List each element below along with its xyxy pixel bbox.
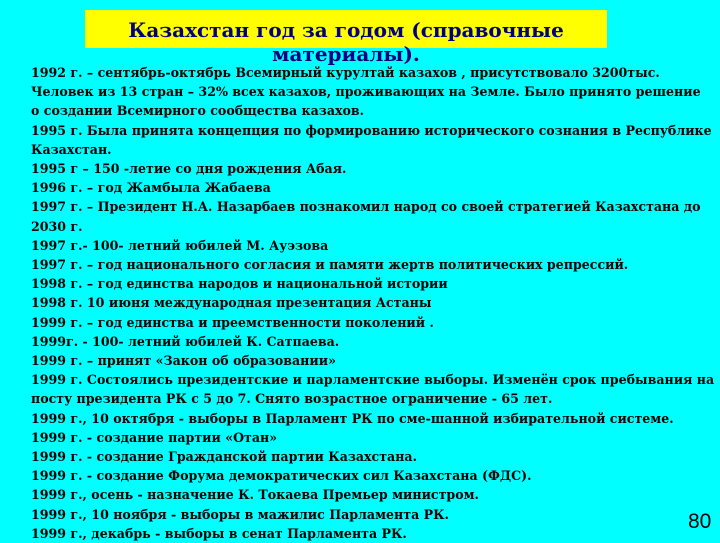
body-line: 2030 г. <box>31 218 83 234</box>
title-box <box>85 10 607 66</box>
body-line: 1999 г. - создание партии «Отан» <box>31 429 278 445</box>
body-line: 1997 г.- 100- летний юбилей М. Ауэзова <box>31 237 329 253</box>
body-line: 1999 г., 10 октября - выборы в Парламент РК по сме-шанной избирательной системе. <box>31 410 674 426</box>
body-line: о создании Всемирного сообщества казахов. <box>31 103 365 119</box>
body-line: 1999 г., 10 ноября - выборы в мажилис Парламента РК. <box>31 506 449 522</box>
body-line: 1999 г. - создание Гражданской партии Казахстана. <box>31 449 417 465</box>
slide-title-line: материалы). <box>272 42 420 66</box>
body-line: Казахстан. <box>31 141 112 157</box>
slide-number: 80 <box>688 510 712 533</box>
body-line: 1995 г. Была принята концепция по формированию исторического сознания в Республике <box>31 122 712 138</box>
body-line: 1997 г. – Президент Н.А. Назарбаев познакомил народ со своей стратегией Казахстана до <box>31 199 701 215</box>
body-line: 1999 г. Состоялись президентские и парламентские выборы. Изменён срок пребывания на <box>31 372 715 388</box>
body-line: 1999 г. - создание Форума демократических сил Казахстана (ФДС). <box>31 468 532 484</box>
body-line: 1999г. - 100- летний юбилей К. Сатпаева. <box>31 333 340 349</box>
body-line: 1997 г. – год национального согласия и памяти жертв политических репрессий. <box>31 257 629 273</box>
body-line: Человек из 13 стран – 32% всех казахов, проживающих на Земле. Было принято решение <box>31 84 701 100</box>
body-line: 1999 г. – принят «Закон об образовании» <box>31 353 336 369</box>
body-line: 1998 г. – год единства народов и национальной истории <box>31 276 448 292</box>
body-line: 1999 г. – год единства и преемственности поколений . <box>31 314 434 330</box>
body-line: посту президента РК с 5 до 7. Снято возрастное ограничение - 65 лет. <box>31 391 553 407</box>
slide-title-line: Казахстан год за годом (справочные <box>128 18 564 42</box>
body-line: 1992 г. – сентябрь-октябрь Всемирный курултай казахов , присутствовало 3200тыс. <box>31 65 660 80</box>
body-line: 1999 г., декабрь - выборы в сенат Парламента РК. <box>31 525 407 541</box>
body-line: 1998 г. 10 июня международная презентация Астаны <box>31 295 432 311</box>
body-line: 1995 г – 150 -летие со дня рождения Абая. <box>31 161 347 177</box>
body-line: 1999 г., осень - назначение К. Токаева Премьер министром. <box>31 487 479 503</box>
body-line: 1996 г. – год Жамбыла Жабаева <box>31 180 271 196</box>
